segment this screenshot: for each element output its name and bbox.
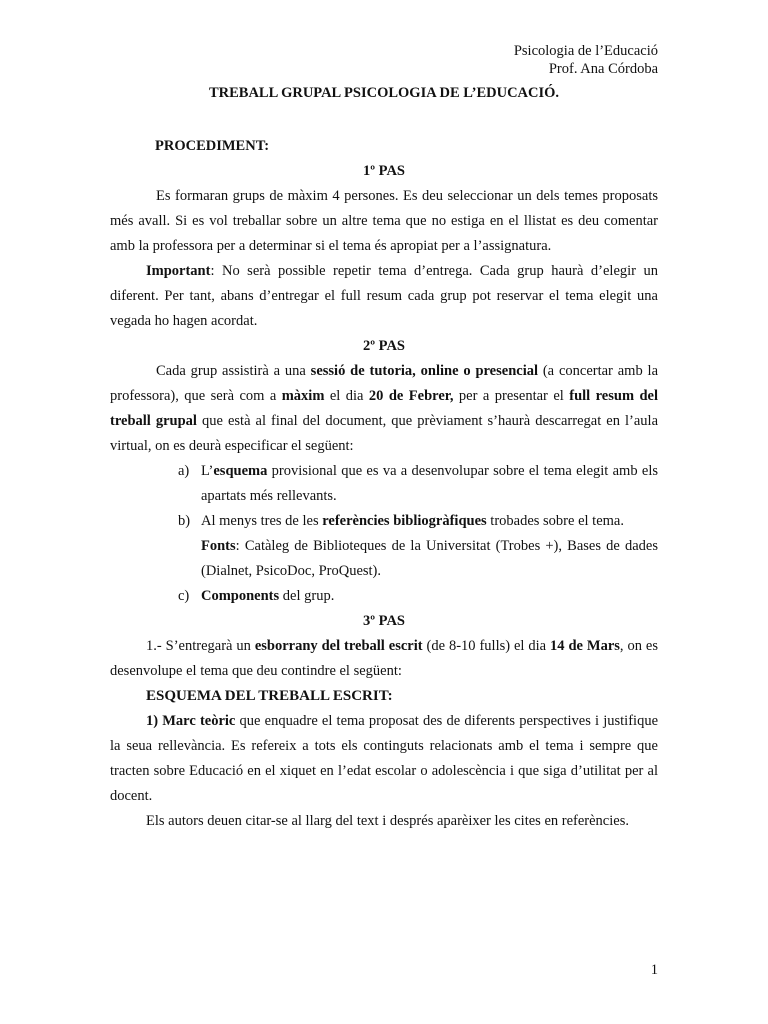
list-item-bold: Components: [201, 588, 280, 604]
important-paragraph: [110, 259, 658, 334]
header-professor: Prof. Ana Córdoba: [548, 61, 658, 77]
step-2-text-3: el dia: [324, 388, 369, 404]
step-2-bold-4: full resum del treball grupal: [110, 388, 658, 429]
step-3-bold-2: 14 de Mars: [550, 638, 620, 654]
step-1-heading: 1º PAS: [363, 163, 405, 179]
step-2-text-5: que està al final del document, que prèviament s’haurà descarregat en l’aula virtual, on es deurà especificar el següent:: [110, 413, 659, 454]
list-item-text: provisional que es va a desenvolupar sobre el tema elegit amb els apartats més rellevants.: [201, 463, 658, 504]
autors-paragraph: Els autors deuen citar-se al llarg del text i després aparèixer les cites en referències.: [146, 813, 629, 829]
step-1-paragraph: Es formaran grups de màxim 4 persones. Es deu seleccionar un dels temes proposats més avall. Si es vol treballar sobre un altre tema que no estiga en el llistat es deu comentar amb la professora per a determinar si el tema és apropiat per a l’assignatura.: [110, 188, 658, 254]
header-course: Psicologia de l’Educació: [513, 43, 658, 59]
fonts-label: Fonts: [201, 538, 236, 554]
step-3-text-1: 1.- S’entregarà un: [146, 638, 255, 654]
step-2-text-1: Cada grup assistirà a una: [156, 363, 311, 379]
step-3-paragraph: [110, 634, 658, 684]
step-2-bold-3: 20 de Febrer,: [368, 388, 454, 404]
list-marker: c): [178, 588, 190, 604]
list-item-text: L’: [201, 463, 214, 479]
marc-teoric-text: que enquadre el tema proposat des de diferents perspectives i justifique la seua rellevància. Es refereix a tots els continguts relacionats amb el tema i sempre que tracten sobre Educació en el xiquet en l’edat escolar o adolescència i que siga d’utilitat per al docent.: [110, 713, 659, 804]
list-marker: b): [178, 513, 191, 529]
list-item-bold: esquema: [213, 463, 268, 479]
step-3-bold-1: esborrany del treball escrit: [254, 638, 423, 654]
step-2-bold-1: sessió de tutoria, online o presencial: [310, 363, 539, 379]
list-item: [110, 584, 658, 609]
step-2-bold-2: màxim: [281, 388, 325, 404]
important-label: Important: [146, 263, 211, 279]
step-3-text-2: (de 8-10 fulls) el dia: [422, 638, 551, 654]
list-item-text: trobades sobre el tema.: [486, 513, 624, 529]
esquema-heading: ESQUEMA DEL TREBALL ESCRIT:: [146, 688, 393, 704]
list-item: [110, 509, 658, 584]
document-title: TREBALL GRUPAL PSICOLOGIA DE L’EDUCACIÓ.: [208, 85, 560, 101]
step-2-heading: 2º PAS: [363, 338, 405, 354]
page-number: 1: [650, 962, 658, 978]
step-2-list: [110, 459, 658, 609]
list-marker: a): [178, 463, 190, 479]
list-item-text: del grup.: [279, 588, 335, 604]
list-item: [110, 459, 658, 509]
document-body: [110, 134, 658, 834]
step-2-text-2: (a concertar amb la professora), que serà com a: [110, 363, 658, 404]
step-3-heading: 3º PAS: [363, 613, 405, 629]
step-2-text-4: per a presentar el: [453, 388, 570, 404]
step-2-paragraph: [110, 359, 658, 459]
page-header: [514, 42, 658, 78]
list-item-bold: referències bibliogràfiques: [322, 513, 487, 529]
procediment-heading: PROCEDIMENT:: [155, 138, 270, 154]
marc-teoric-label: 1) Marc teòric: [146, 713, 236, 729]
fonts-text: : Catàleg de Biblioteques de la Universitat (Trobes +), Bases de dades (Dialnet, PsicoDoc, ProQuest).: [201, 538, 658, 579]
step-3-text-3: , on es desenvolupe el tema que deu contindre el següent:: [110, 638, 658, 679]
list-item-text: Al menys tres de les: [201, 513, 323, 529]
marc-teoric-paragraph: [110, 709, 658, 809]
important-text: : No serà possible repetir tema d’entrega. Cada grup haurà d’elegir un diferent. Per tant, abans d’entregar el full resum cada grup pot reservar el tema elegit una vegada ho hagen acordat.: [110, 263, 658, 329]
